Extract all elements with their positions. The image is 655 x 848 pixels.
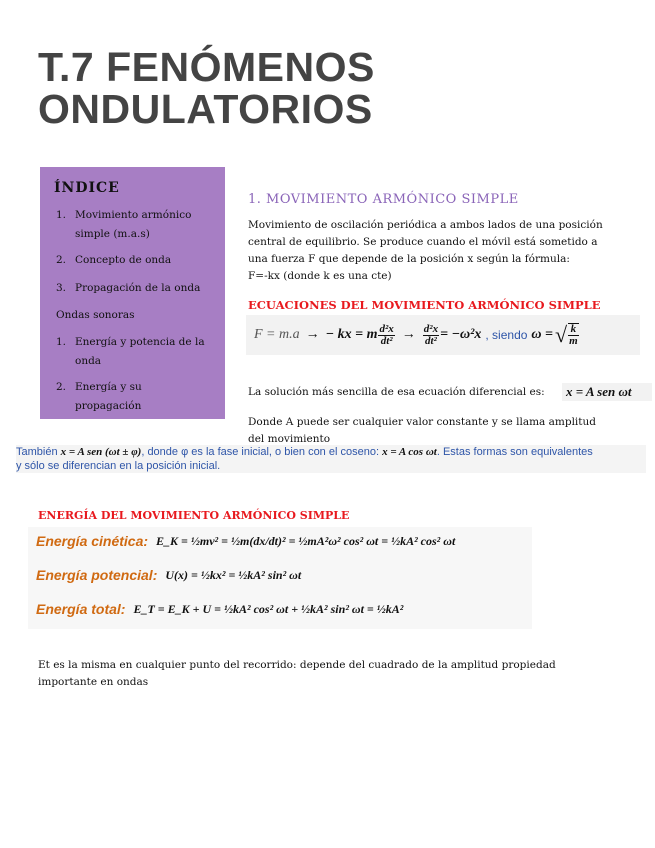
amplitude-text: Donde A puede ser cualquier valor constante y se llama amplitud del movimiento: [248, 416, 596, 445]
page-title: [38, 46, 375, 130]
energy-heading: ENERGÍA DEL MOVIMIENTO ARMÓNICO SIMPLE: [38, 509, 350, 522]
index-item-label: Movimiento armónico simple (m.a.s): [75, 209, 192, 240]
index-item-label: Propagación de la onda: [75, 282, 201, 294]
energy-formulas: [28, 527, 532, 629]
index-item-number: 2.: [56, 254, 67, 266]
potential-formula: U(x) = ½kx² = ½kA² sin² ωt: [165, 567, 302, 582]
section-heading: 1. MOVIMIENTO ARMÓNICO SIMPLE: [248, 192, 519, 207]
potential-label: Energía potencial:: [36, 567, 158, 583]
index-item-number: 2.: [56, 381, 67, 393]
section-paragraph: Movimiento de oscilación periódica a ambos lados de una posición central de equilibrio. Se produce cuando el móvil está sometido a una fuerza F que depende de la posición x según la fórmula: F=-kx (donde k es una cte): [248, 219, 603, 282]
kinetic-formula: E_K = ½mv² = ½m(dx/dt)² = ½mA²ω² cos² ωt = ½kA² cos² ωt: [156, 533, 456, 548]
closing-paragraph: Et es la misma en cualquier punto del recorrido: depende del cuadrado de la amplitud propiedad importante en ondas: [38, 659, 556, 688]
title-line-1: T.7 FENÓMENOS: [38, 44, 375, 90]
kinetic-label: Energía cinética:: [36, 533, 149, 549]
title-line-2: ONDULATORIOS: [38, 86, 373, 132]
solution-text: La solución más sencilla de esa ecuación diferencial es:: [248, 386, 545, 398]
index-item-label: Energía y potencia de la onda: [75, 336, 205, 367]
index-item-label: Concepto de onda: [75, 254, 172, 266]
total-formula: E_T = E_K + U = ½kA² cos² ωt + ½kA² sin² ωt = ½kA²: [133, 601, 404, 616]
index-item-number: 1.: [56, 209, 67, 221]
total-energy-row: [36, 601, 403, 617]
kinetic-energy-row: [36, 533, 455, 549]
equations-formula: F = m.a → − kx = m $\frac{\text{d²x}}{\text{dt²}}$ → $\frac{\text{d²x}}{\text{dt²}}$ = −ω²x , siendo ω = √ $\frac{k}{m}$: [246, 315, 640, 355]
total-label: Energía total:: [36, 601, 126, 617]
index-subheading: Ondas sonoras: [56, 309, 135, 321]
index-item-number: 3.: [56, 282, 67, 294]
index-item-number: 1.: [56, 336, 67, 348]
equations-heading: ECUACIONES DEL MOVIMIENTO ARMÓNICO SIMPLE: [248, 298, 601, 312]
solution-formula: x = A sen ωt: [562, 383, 652, 401]
note-text: También x = A sen (ωt ± φ), donde φ es la fase inicial, o bien con el coseno: x = A cos ωt. Estas formas son equivalentes y sólo se diferencian en la posición inicial.: [16, 445, 646, 473]
index-heading: ÍNDICE: [54, 180, 120, 196]
index-box: [40, 167, 225, 419]
index-item-label: Energía y su propagación: [75, 381, 142, 412]
potential-energy-row: [36, 567, 301, 583]
